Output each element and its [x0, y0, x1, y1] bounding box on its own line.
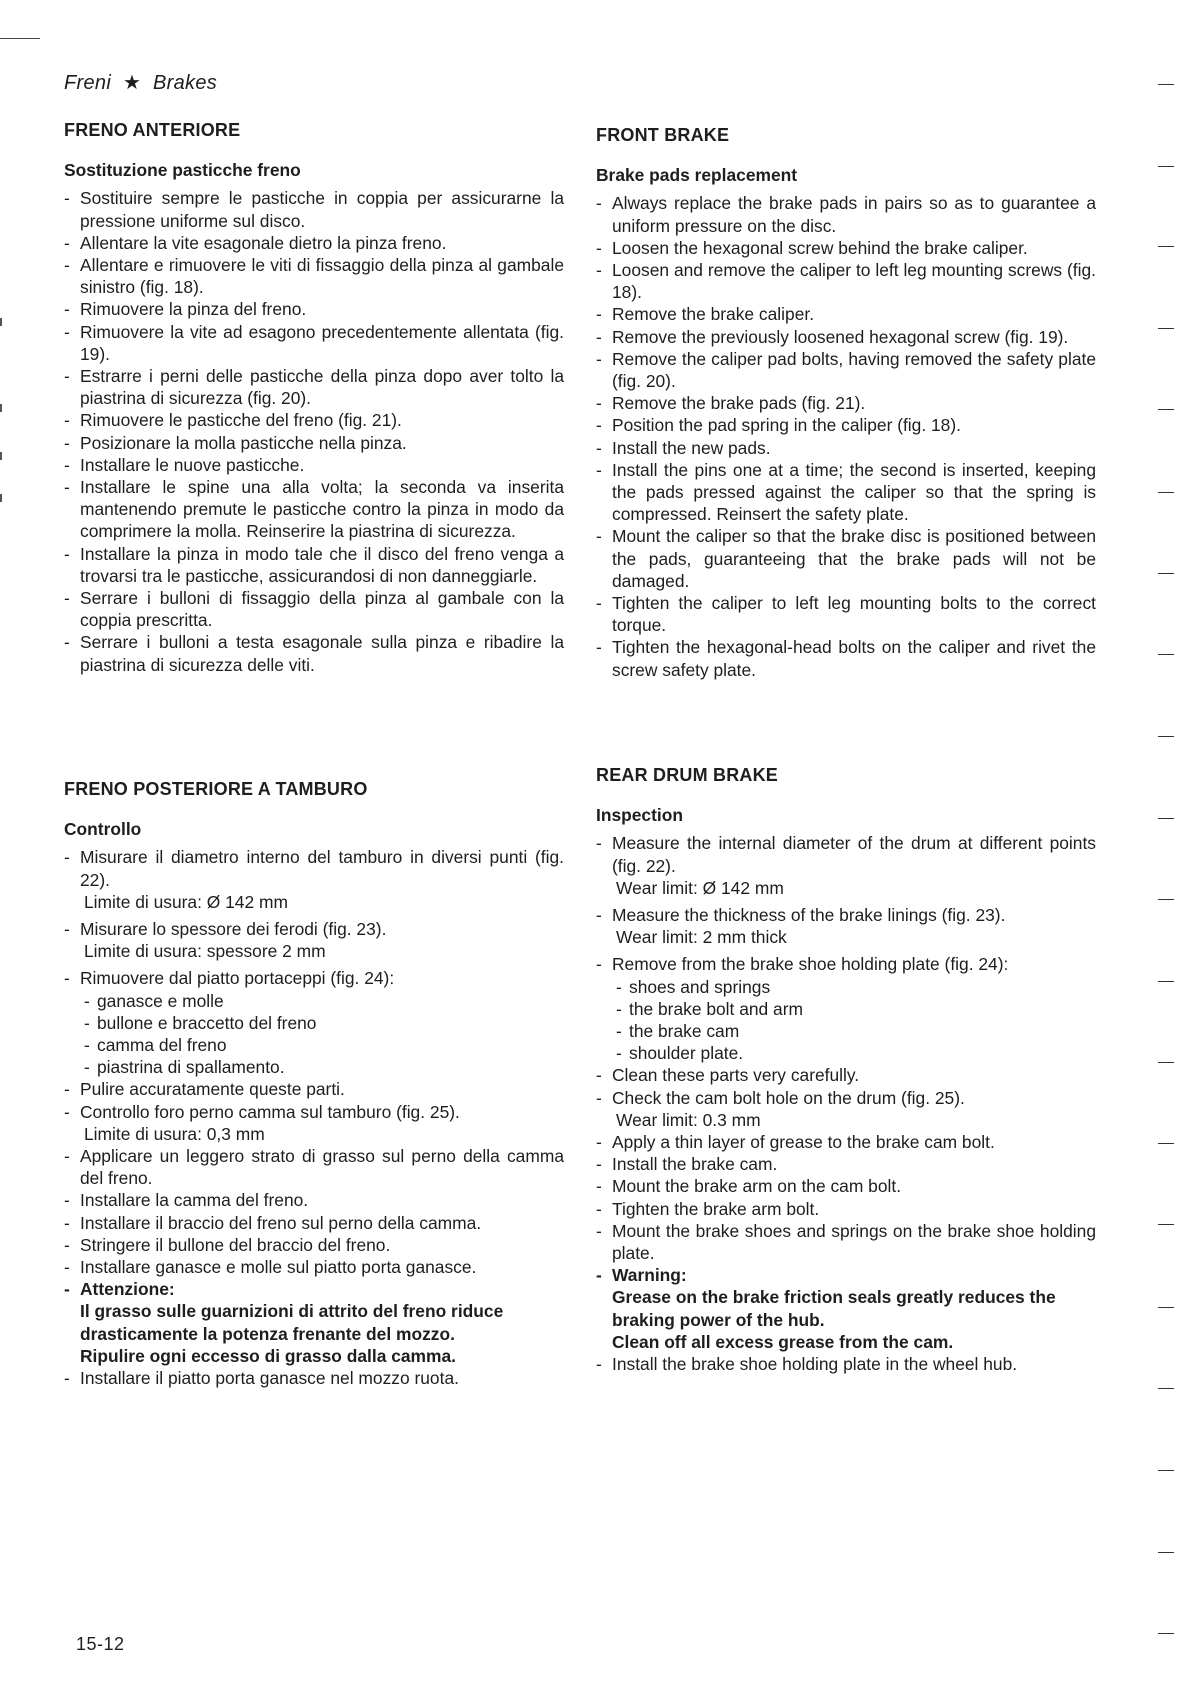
item-text: Misurare lo spessore dei ferodi (fig. 23). [80, 919, 387, 940]
list-item: - Tighten the hexagonal-head bolts on the caliper and rivet the screw safety plate. [596, 636, 1096, 680]
warning-title: - Warning: [612, 1265, 687, 1286]
list-item: - Rimuovere la vite ad esagono precedentemente allentata (fig. 19). [64, 321, 564, 365]
margin-tick [1158, 409, 1174, 410]
list-item [596, 1087, 1096, 1131]
margin-tick [1158, 1224, 1174, 1225]
wear-limit-note: Limite di usura: 0,3 mm [84, 1123, 265, 1144]
list-item [64, 1101, 564, 1145]
warning-text: Clean off all excess grease from the cam. [612, 1331, 954, 1352]
sub-list-item: - shoulder plate. [616, 1042, 1096, 1064]
margin-tick [1158, 654, 1174, 655]
list-item [64, 918, 564, 962]
margin-tick [1158, 818, 1174, 819]
edge-scan-mark [0, 494, 2, 502]
list-item: - Stringere il bullone del braccio del freno. [64, 1234, 564, 1256]
right-front-section [596, 124, 1096, 681]
item-text: Remove from the brake shoe holding plate (fig. 24): [612, 954, 1009, 975]
list-item: - Remove the previously loosened hexagonal screw (fig. 19). [596, 326, 1096, 348]
list-item: - Installare il braccio del freno sul perno della camma. [64, 1212, 564, 1234]
list-item: - Pulire accuratamente queste parti. [64, 1078, 564, 1100]
wear-limit-note: Limite di usura: Ø 142 mm [84, 891, 288, 912]
list-item: - Installare le nuove pasticche. [64, 454, 564, 476]
list-item [596, 953, 1096, 1064]
list-item: - Installare la camma del freno. [64, 1189, 564, 1211]
list-item [64, 967, 564, 1078]
margin-tick [1158, 328, 1174, 329]
corner-crop-mark [0, 38, 40, 39]
list-item: - Installare le spine una alla volta; la seconda va inserita mantenendo premute le pasticche contro la pinza in modo da comprimere la molla. Reinserire la piastrina di sicurezza. [64, 476, 564, 543]
warning-text: Il grasso sulle guarnizioni di attrito del freno riduce drasticamente la potenza frenante del mozzo. [80, 1301, 504, 1344]
edge-scan-mark [0, 404, 2, 412]
sub-list-item: - ganasce e molle [84, 990, 564, 1012]
section-subtitle: Brake pads replacement [596, 165, 798, 186]
header-italian: Freni [64, 72, 112, 94]
step-list [596, 832, 1096, 1375]
list-item: - Applicare un leggero strato di grasso sul perno della camma del freno. [64, 1145, 564, 1189]
section-title: FRENO ANTERIORE [64, 120, 241, 140]
wear-limit-note: Wear limit: 0.3 mm [616, 1109, 761, 1130]
sub-list-item: - shoes and springs [616, 976, 1096, 998]
margin-tick [1158, 1552, 1174, 1553]
wear-limit-note: Wear limit: Ø 142 mm [616, 877, 784, 898]
margin-tick [1158, 573, 1174, 574]
section-subtitle: Sostituzione pasticche freno [64, 160, 301, 181]
left-rear-section [64, 778, 564, 1389]
margin-tick [1158, 246, 1174, 247]
list-item: - Rimuovere le pasticche del freno (fig. 21). [64, 409, 564, 431]
page-number: 15-12 [76, 1634, 125, 1654]
item-text: Controllo foro perno camma sul tamburo (fig. 25). [80, 1101, 460, 1122]
margin-tick [1158, 736, 1174, 737]
section-subtitle: Inspection [596, 805, 683, 826]
sub-list [612, 976, 1096, 1065]
margin-tick [1158, 1633, 1174, 1634]
sub-list-item: - the brake cam [616, 1020, 1096, 1042]
warning-text: Ripulire ogni eccesso di grasso dalla camma. [80, 1345, 456, 1366]
item-text: Rimuovere dal piatto portaceppi (fig. 24): [80, 968, 395, 989]
list-item: - Install the pins one at a time; the second is inserted, keeping the pads pressed against the caliper so that the spring is compressed. Reinsert the safety plate. [596, 459, 1096, 526]
warning-item [596, 1264, 1096, 1353]
list-item: - Position the pad spring in the caliper (fig. 18). [596, 414, 1096, 436]
list-item: - Remove the caliper pad bolts, having removed the safety plate (fig. 20). [596, 348, 1096, 392]
sub-list-item: - camma del freno [84, 1034, 564, 1056]
section-subtitle: Controllo [64, 819, 142, 840]
list-item: - Clean these parts very carefully. [596, 1064, 1096, 1086]
section-title: FRENO POSTERIORE A TAMBURO [64, 779, 368, 799]
warning-title: - Attenzione: [80, 1279, 175, 1300]
section-title: REAR DRUM BRAKE [596, 765, 778, 785]
list-item: - Tighten the caliper to left leg mounting bolts to the correct torque. [596, 592, 1096, 636]
wear-limit-note: Wear limit: 2 mm thick [616, 927, 787, 948]
list-item: - Loosen the hexagonal screw behind the brake caliper. [596, 237, 1096, 259]
list-item: - Allentare la vite esagonale dietro la pinza freno. [64, 232, 564, 254]
list-item: - Allentare e rimuovere le viti di fissaggio della pinza al gambale sinistro (fig. 18). [64, 254, 564, 298]
list-item: - Install the brake shoe holding plate in the wheel hub. [596, 1353, 1096, 1375]
list-item: - Tighten the brake arm bolt. [596, 1198, 1096, 1220]
margin-tick [1158, 1143, 1174, 1144]
list-item [596, 832, 1096, 899]
item-text: Check the cam bolt hole on the drum (fig. 25). [612, 1087, 965, 1108]
sub-list-item: - piastrina di spallamento. [84, 1056, 564, 1078]
list-item: - Installare la pinza in modo tale che il disco del freno venga a trovarsi tra le pasticche, assicurandosi di non danneggiarle. [64, 543, 564, 587]
margin-tick [1158, 166, 1174, 167]
warning-item [64, 1278, 564, 1367]
margin-tick [1158, 899, 1174, 900]
step-list [64, 846, 564, 1389]
list-item: - Mount the brake arm on the cam bolt. [596, 1175, 1096, 1197]
sub-list-item: - the brake bolt and arm [616, 998, 1096, 1020]
margin-tick [1158, 84, 1174, 85]
list-item: - Install the new pads. [596, 437, 1096, 459]
sub-list-item: - bullone e braccetto del freno [84, 1012, 564, 1034]
list-item: - Serrare i bulloni di fissaggio della pinza al gambale con la coppia prescritta. [64, 587, 564, 631]
item-text: Misurare il diametro interno del tamburo in diversi punti (fig. 22). [80, 847, 564, 890]
wear-limit-note: Limite di usura: spessore 2 mm [84, 941, 326, 962]
header-english: Brakes [153, 72, 218, 94]
list-item: - Mount the caliper so that the brake disc is positioned between the pads, guaranteeing that the brake pads will not be damaged. [596, 525, 1096, 592]
step-list [64, 187, 564, 675]
list-item: - Mount the brake shoes and springs on the brake shoe holding plate. [596, 1220, 1096, 1264]
margin-tick [1158, 1470, 1174, 1471]
margin-tick [1158, 1307, 1174, 1308]
list-item: - Remove the brake caliper. [596, 303, 1096, 325]
list-item: - Posizionare la molla pasticche nella pinza. [64, 432, 564, 454]
list-item: - Rimuovere la pinza del freno. [64, 298, 564, 320]
list-item: - Installare il piatto porta ganasce nel mozzo ruota. [64, 1367, 564, 1389]
list-item: - Sostituire sempre le pasticche in coppia per assicurarne la pressione uniforme sul disco. [64, 187, 564, 231]
left-front-section [64, 119, 564, 676]
list-item [596, 904, 1096, 948]
list-item: - Installare ganasce e molle sul piatto porta ganasce. [64, 1256, 564, 1278]
list-item: - Install the brake cam. [596, 1153, 1096, 1175]
section-title: FRONT BRAKE [596, 125, 730, 145]
sub-list [80, 990, 564, 1079]
step-list [596, 192, 1096, 680]
margin-tick [1158, 1062, 1174, 1063]
list-item: - Always replace the brake pads in pairs so as to guarantee a uniform pressure on the disc. [596, 192, 1096, 236]
margin-tick [1158, 981, 1174, 982]
list-item: - Estrarre i perni delle pasticche della pinza dopo aver tolto la piastrina di sicurezza (fig. 20). [64, 365, 564, 409]
edge-scan-mark [0, 452, 2, 460]
star-icon: ★ [122, 72, 142, 94]
edge-scan-mark [0, 318, 2, 326]
list-item: - Remove the brake pads (fig. 21). [596, 392, 1096, 414]
list-item: - Loosen and remove the caliper to left leg mounting screws (fig. 18). [596, 259, 1096, 303]
item-text: Measure the internal diameter of the drum at different points (fig. 22). [612, 833, 1096, 876]
list-item: - Apply a thin layer of grease to the brake cam bolt. [596, 1131, 1096, 1153]
list-item [64, 846, 564, 913]
page-header [64, 70, 217, 95]
warning-text: Grease on the brake friction seals greatly reduces the braking power of the hub. [612, 1287, 1056, 1330]
margin-tick [1158, 1388, 1174, 1389]
list-item: - Serrare i bulloni a testa esagonale sulla pinza e ribadire la piastrina di sicurezza delle viti. [64, 631, 564, 675]
item-text: Measure the thickness of the brake linings (fig. 23). [612, 905, 1006, 926]
margin-tick [1158, 492, 1174, 493]
right-rear-section [596, 764, 1096, 1375]
